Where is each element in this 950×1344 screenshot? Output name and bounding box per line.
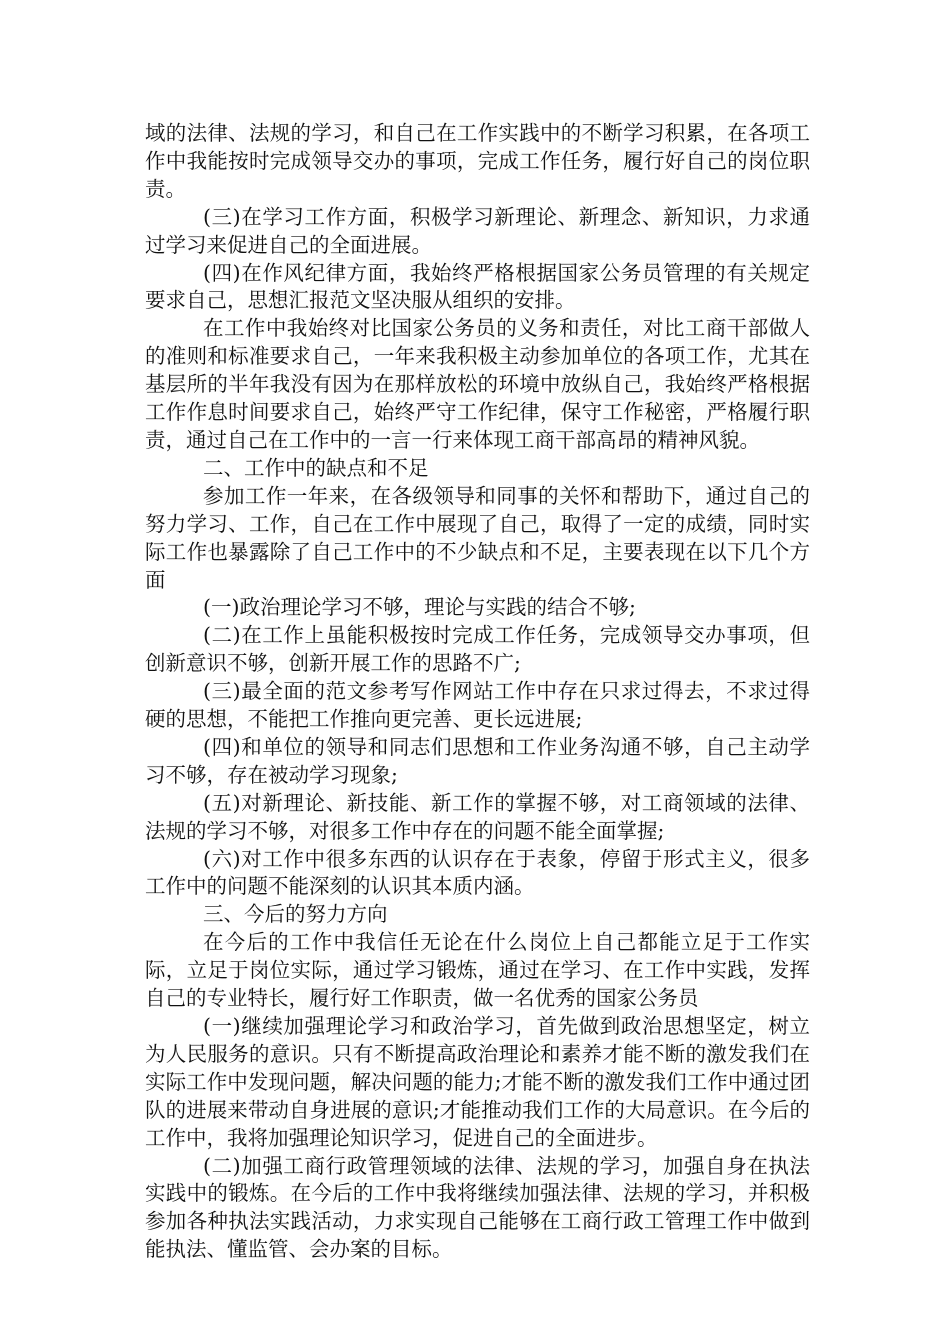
paragraph-shortcoming-1: (一)政治理论学习不够，理论与实践的结合不够; <box>203 595 636 620</box>
paragraph-future-1: (一)继续加强理论学习和政治学习，首先做到政治思想坚定，树立为人民服务的意识。只有不断提高政治理论和素养才能不断的激发我们在实际工作中发现问题，解决问题的能力;才能不断的激发我们工作中通过团队的进展来带动自身进展的意识;才能推动我们工作的大局意识。在今后的工作中，我将加强理论知识学习，促进自己的全面进步。 <box>145 1014 810 1150</box>
paragraph-future-2: (二)加强工商行政管理领域的法律、法规的学习，加强自身在执法实践中的锻炼。在今后的工作中我将继续加强法律、法规的学习，并积极参加各种执法实践活动，力求实现自己能够在工商行政工管理工作中做到能执法、懂监管、会办案的目标。 <box>145 1153 810 1262</box>
paragraph-item-4-discipline: (四)在作风纪律方面，我始终严格根据国家公务员管理的有关规定要求自己，思想汇报范文坚决服从组织的安排。 <box>145 260 810 313</box>
document-body <box>145 120 810 1264</box>
paragraph-work-conduct: 在工作中我始终对比国家公务员的义务和责任，对比工商干部做人的准则和标准要求自己，一年来我积极主动参加单位的各项工作，尤其在基层所的半年我没有因为在那样放松的环境中放纵自己，我始终严格根据工作作息时间要求自己，始终严守工作纪律，保守工作秘密，严格履行职责，通过自己在工作中的一言一行来体现工商干部高昂的精神风貌。 <box>145 316 810 452</box>
section-heading-future-direction: 三、今后的努力方向 <box>203 902 388 927</box>
paragraph-shortcoming-5: (五)对新理论、新技能、新工作的掌握不够，对工商领域的法律、法规的学习不够，对很多工作中存在的问题不能全面掌握; <box>145 790 810 843</box>
paragraph-future-intro: 在今后的工作中我信任无论在什么岗位上自己都能立足于工作实际，立足于岗位实际，通过学习锻炼，通过在学习、在工作中实践，发挥自己的专业特长，履行好工作职责，做一名优秀的国家公务员 <box>145 930 810 1011</box>
paragraph-continuation: 域的法律、法规的学习，和自己在工作实践中的不断学习积累，在各项工作中我能按时完成领导交办的事项，完成工作任务，履行好自己的岗位职责。 <box>145 121 810 201</box>
section-heading-shortcomings: 二、工作中的缺点和不足 <box>203 455 429 480</box>
paragraph-shortcoming-6: (六)对工作中很多东西的认识存在于表象，停留于形式主义，很多工作中的问题不能深刻的认识其本质内涵。 <box>145 846 810 899</box>
paragraph-shortcoming-4: (四)和单位的领导和同志们思想和工作业务沟通不够，自己主动学习不够，存在被动学习现象; <box>145 734 810 787</box>
paragraph-shortcoming-2: (二)在工作上虽能积极按时完成工作任务，完成领导交办事项，但创新意识不够，创新开展工作的思路不广; <box>145 623 810 676</box>
paragraph-item-3-study: (三)在学习工作方面，积极学习新理论、新理念、新知识，力求通过学习来促进自己的全面进展。 <box>145 204 810 257</box>
paragraph-shortcoming-3: (三)最全面的范文参考写作网站工作中存在只求过得去，不求过得硬的思想，不能把工作推向更完善、更长远进展; <box>145 679 810 732</box>
paragraph-shortcomings-intro: 参加工作一年来，在各级领导和同事的关怀和帮助下，通过自己的努力学习、工作，自己在工作中展现了自己，取得了一定的成绩，同时实际工作也暴露除了自己工作中的不少缺点和不足，主要表现在以下几个方面 <box>145 483 810 592</box>
